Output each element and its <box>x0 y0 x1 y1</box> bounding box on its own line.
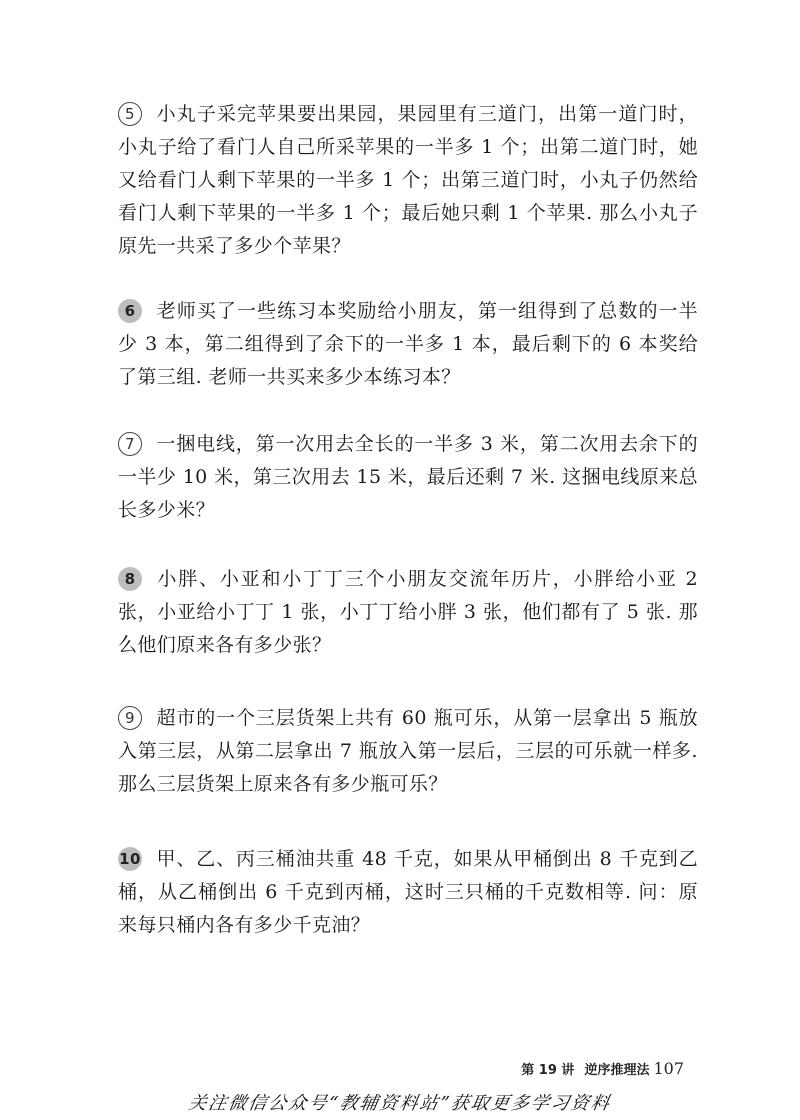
lecture-label: 第 19 讲 <box>521 1063 575 1078</box>
page-footer <box>521 1059 684 1078</box>
page-number: 107 <box>653 1059 684 1078</box>
problem-text: 超市的一个三层货架上共有 60 瓶可乐，从第一层拿出 5 瓶放入第三层，从第二层拿出 7 瓶放入第一层后，三层的可乐就一样多. 那么三层货架上原来各有多少瓶可乐？ <box>118 707 698 795</box>
problem-number-badge: 6 <box>118 299 142 323</box>
watermark-text: 关注微信公众号“教辅资料站”获取更多学习资料 <box>186 1093 613 1114</box>
problem-6 <box>118 295 698 394</box>
problem-10 <box>118 843 698 942</box>
problem-number-badge: 8 <box>118 567 142 591</box>
problem-text: 一捆电线，第一次用去全长的一半多 3 米，第二次用去余下的一半少 10 米，第三次用去 15 米，最后还剩 7 米. 这捆电线原来总长多少米？ <box>118 433 698 521</box>
problem-number-badge: 7 <box>118 432 142 456</box>
problem-number-badge: 5 <box>118 102 142 126</box>
lecture-title: 逆序推理法 <box>584 1063 650 1078</box>
problem-text: 小丸子采完苹果要出果园，果园里有三道门，出第一道门时，小丸子给了看门人自己所采苹果的一半多 1 个；出第二道门时，她又给看门人剩下苹果的一半多 1 个；出第三道门时，小丸子仍然给看门人剩下苹果的一半多 1 个；最后她只剩 1 个苹果. 那么小丸子原先一共采了多少个苹果？ <box>118 103 698 257</box>
problem-number-badge: 9 <box>118 706 142 730</box>
problem-9 <box>118 702 698 801</box>
problem-8 <box>118 563 698 662</box>
problem-text: 老师买了一些练习本奖励给小朋友，第一组得到了总数的一半少 3 本，第二组得到了余下的一半多 1 本，最后剩下的 6 本奖给了第三组. 老师一共买来多少本练习本？ <box>118 300 698 388</box>
problem-5 <box>118 98 698 263</box>
problem-text: 小胖、小亚和小丁丁三个小朋友交流年历片，小胖给小亚 2 张，小亚给小丁丁 1 张，小丁丁给小胖 3 张，他们都有了 5 张. 那么他们原来各有多少张？ <box>118 568 698 656</box>
problem-text: 甲、乙、丙三桶油共重 48 千克，如果从甲桶倒出 8 千克到乙桶，从乙桶倒出 6 千克到丙桶，这时三只桶的千克数相等. 问：原来每只桶内各有多少千克油？ <box>118 848 698 936</box>
problem-7 <box>118 428 698 527</box>
problem-number-badge: 10 <box>118 847 142 871</box>
